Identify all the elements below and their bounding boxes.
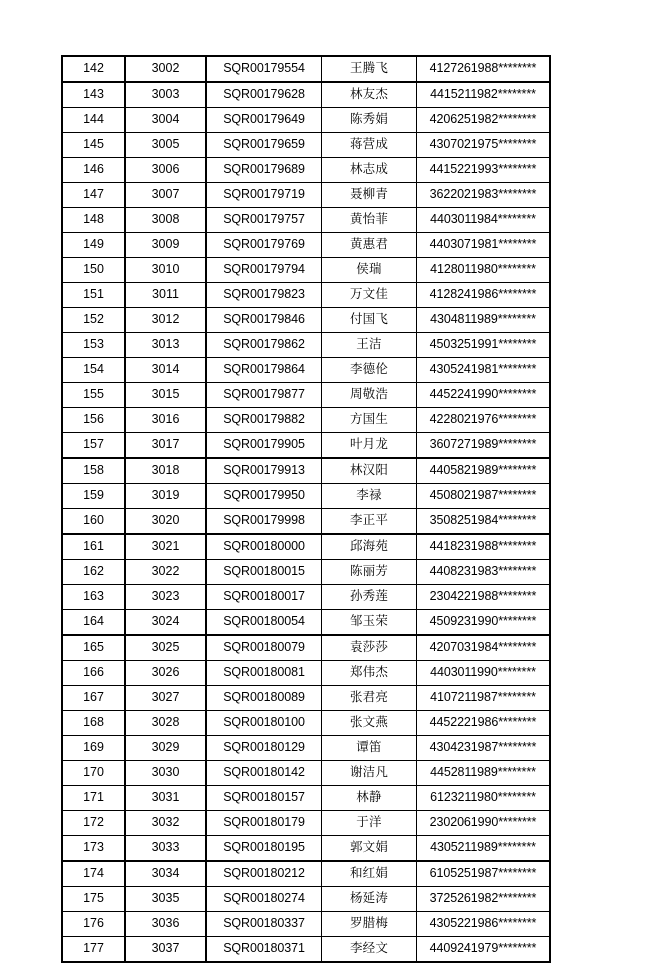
cell-sequence-number: 146 [62, 158, 125, 183]
cell-application-number: SQR00179862 [206, 333, 322, 358]
table-row[interactable] [62, 836, 550, 862]
cell-application-number: SQR00180129 [206, 736, 322, 761]
cell-application-number: SQR00179628 [206, 82, 322, 108]
cell-application-number: SQR00180371 [206, 937, 322, 963]
cell-applicant-name: 聂柳青 [322, 183, 417, 208]
cell-application-number: SQR00180195 [206, 836, 322, 862]
cell-application-number: SQR00179905 [206, 433, 322, 459]
table-row[interactable] [62, 711, 550, 736]
cell-applicant-name: 林志成 [322, 158, 417, 183]
cell-application-number: SQR00179913 [206, 458, 322, 484]
cell-group-code: 3013 [125, 333, 206, 358]
table-row[interactable] [62, 133, 550, 158]
cell-application-number: SQR00179823 [206, 283, 322, 308]
cell-applicant-name: 叶月龙 [322, 433, 417, 459]
cell-sequence-number: 174 [62, 861, 125, 887]
cell-application-number: SQR00180274 [206, 887, 322, 912]
cell-application-number: SQR00179950 [206, 484, 322, 509]
cell-group-code: 3029 [125, 736, 206, 761]
cell-sequence-number: 154 [62, 358, 125, 383]
cell-applicant-name: 和红娟 [322, 861, 417, 887]
cell-masked-id-number: 4305221986******** [417, 912, 551, 937]
cell-group-code: 3006 [125, 158, 206, 183]
table-row[interactable] [62, 433, 550, 459]
cell-group-code: 3028 [125, 711, 206, 736]
cell-applicant-name: 周敬浩 [322, 383, 417, 408]
table-row[interactable] [62, 283, 550, 308]
cell-sequence-number: 144 [62, 108, 125, 133]
cell-applicant-name: 于洋 [322, 811, 417, 836]
table-row[interactable] [62, 383, 550, 408]
cell-group-code: 3008 [125, 208, 206, 233]
cell-masked-id-number: 4307021975******** [417, 133, 551, 158]
cell-group-code: 3035 [125, 887, 206, 912]
cell-applicant-name: 杨延涛 [322, 887, 417, 912]
cell-group-code: 3021 [125, 534, 206, 560]
cell-sequence-number: 175 [62, 887, 125, 912]
cell-masked-id-number: 4206251982******** [417, 108, 551, 133]
cell-group-code: 3014 [125, 358, 206, 383]
cell-sequence-number: 166 [62, 661, 125, 686]
cell-applicant-name: 黄怡菲 [322, 208, 417, 233]
table-row[interactable] [62, 408, 550, 433]
cell-masked-id-number: 4107211987******** [417, 686, 551, 711]
cell-group-code: 3016 [125, 408, 206, 433]
cell-masked-id-number: 4403011990******** [417, 661, 551, 686]
table-row[interactable] [62, 786, 550, 811]
cell-sequence-number: 169 [62, 736, 125, 761]
cell-masked-id-number: 4409241979******** [417, 937, 551, 963]
cell-applicant-name: 方国生 [322, 408, 417, 433]
cell-applicant-name: 侯瑞 [322, 258, 417, 283]
cell-masked-id-number: 4304811989******** [417, 308, 551, 333]
cell-sequence-number: 171 [62, 786, 125, 811]
table-row[interactable] [62, 534, 550, 560]
cell-applicant-name: 郭文娟 [322, 836, 417, 862]
roster-table-body [62, 56, 550, 962]
cell-sequence-number: 149 [62, 233, 125, 258]
cell-sequence-number: 173 [62, 836, 125, 862]
cell-masked-id-number: 4304231987******** [417, 736, 551, 761]
cell-sequence-number: 148 [62, 208, 125, 233]
table-row[interactable] [62, 861, 550, 887]
cell-group-code: 3032 [125, 811, 206, 836]
cell-application-number: SQR00179864 [206, 358, 322, 383]
cell-sequence-number: 151 [62, 283, 125, 308]
cell-masked-id-number: 2304221988******** [417, 585, 551, 610]
cell-masked-id-number: 4508021987******** [417, 484, 551, 509]
table-row[interactable] [62, 509, 550, 535]
cell-group-code: 3033 [125, 836, 206, 862]
cell-masked-id-number: 4415221993******** [417, 158, 551, 183]
cell-application-number: SQR00180337 [206, 912, 322, 937]
cell-masked-id-number: 4305211989******** [417, 836, 551, 862]
cell-applicant-name: 林静 [322, 786, 417, 811]
table-row[interactable] [62, 56, 550, 82]
cell-masked-id-number: 4405821989******** [417, 458, 551, 484]
table-row[interactable] [62, 358, 550, 383]
cell-masked-id-number: 4503251991******** [417, 333, 551, 358]
cell-sequence-number: 153 [62, 333, 125, 358]
cell-applicant-name: 张文燕 [322, 711, 417, 736]
table-row[interactable] [62, 912, 550, 937]
cell-application-number: SQR00179794 [206, 258, 322, 283]
cell-sequence-number: 164 [62, 610, 125, 636]
cell-applicant-name: 王腾飞 [322, 56, 417, 82]
cell-applicant-name: 邱海苑 [322, 534, 417, 560]
cell-application-number: SQR00180100 [206, 711, 322, 736]
cell-applicant-name: 孙秀莲 [322, 585, 417, 610]
cell-masked-id-number: 4415211982******** [417, 82, 551, 108]
cell-application-number: SQR00179998 [206, 509, 322, 535]
cell-applicant-name: 蒋营成 [322, 133, 417, 158]
cell-group-code: 3007 [125, 183, 206, 208]
cell-group-code: 3023 [125, 585, 206, 610]
table-row[interactable] [62, 887, 550, 912]
table-row[interactable] [62, 811, 550, 836]
cell-application-number: SQR00180089 [206, 686, 322, 711]
cell-masked-id-number: 4418231988******** [417, 534, 551, 560]
cell-applicant-name: 罗腊梅 [322, 912, 417, 937]
cell-group-code: 3003 [125, 82, 206, 108]
cell-sequence-number: 158 [62, 458, 125, 484]
cell-applicant-name: 付国飞 [322, 308, 417, 333]
cell-applicant-name: 邹玉荣 [322, 610, 417, 636]
cell-sequence-number: 152 [62, 308, 125, 333]
cell-application-number: SQR00180142 [206, 761, 322, 786]
cell-group-code: 3031 [125, 786, 206, 811]
cell-application-number: SQR00179649 [206, 108, 322, 133]
cell-masked-id-number: 4128011980******** [417, 258, 551, 283]
cell-application-number: SQR00180081 [206, 661, 322, 686]
cell-application-number: SQR00180079 [206, 635, 322, 661]
cell-application-number: SQR00179846 [206, 308, 322, 333]
cell-sequence-number: 157 [62, 433, 125, 459]
cell-group-code: 3012 [125, 308, 206, 333]
table-row[interactable] [62, 333, 550, 358]
cell-sequence-number: 142 [62, 56, 125, 82]
cell-sequence-number: 163 [62, 585, 125, 610]
cell-application-number: SQR00179882 [206, 408, 322, 433]
roster-table [61, 55, 551, 963]
cell-group-code: 3004 [125, 108, 206, 133]
cell-application-number: SQR00180017 [206, 585, 322, 610]
cell-application-number: SQR00179719 [206, 183, 322, 208]
cell-sequence-number: 167 [62, 686, 125, 711]
cell-group-code: 3022 [125, 560, 206, 585]
cell-application-number: SQR00180000 [206, 534, 322, 560]
cell-application-number: SQR00179769 [206, 233, 322, 258]
cell-group-code: 3024 [125, 610, 206, 636]
cell-masked-id-number: 3607271989******** [417, 433, 551, 459]
cell-applicant-name: 谭笛 [322, 736, 417, 761]
cell-applicant-name: 张君亮 [322, 686, 417, 711]
cell-group-code: 3018 [125, 458, 206, 484]
cell-applicant-name: 林友杰 [322, 82, 417, 108]
cell-group-code: 3036 [125, 912, 206, 937]
cell-group-code: 3005 [125, 133, 206, 158]
cell-masked-id-number: 6105251987******** [417, 861, 551, 887]
cell-sequence-number: 172 [62, 811, 125, 836]
cell-applicant-name: 谢洁凡 [322, 761, 417, 786]
cell-group-code: 3009 [125, 233, 206, 258]
cell-group-code: 3017 [125, 433, 206, 459]
cell-group-code: 3011 [125, 283, 206, 308]
table-row[interactable] [62, 158, 550, 183]
table-row[interactable] [62, 258, 550, 283]
cell-sequence-number: 161 [62, 534, 125, 560]
cell-applicant-name: 王洁 [322, 333, 417, 358]
cell-group-code: 3010 [125, 258, 206, 283]
cell-application-number: SQR00180054 [206, 610, 322, 636]
cell-sequence-number: 147 [62, 183, 125, 208]
cell-masked-id-number: 4452241990******** [417, 383, 551, 408]
cell-masked-id-number: 4403071981******** [417, 233, 551, 258]
cell-applicant-name: 陈秀娟 [322, 108, 417, 133]
table-row[interactable] [62, 635, 550, 661]
table-row[interactable] [62, 686, 550, 711]
table-row[interactable] [62, 233, 550, 258]
cell-group-code: 3026 [125, 661, 206, 686]
table-row[interactable] [62, 108, 550, 133]
cell-sequence-number: 156 [62, 408, 125, 433]
cell-group-code: 3015 [125, 383, 206, 408]
cell-application-number: SQR00180015 [206, 560, 322, 585]
table-row[interactable] [62, 484, 550, 509]
table-row[interactable] [62, 308, 550, 333]
table-row[interactable] [62, 761, 550, 786]
cell-masked-id-number: 4127261988******** [417, 56, 551, 82]
table-row[interactable] [62, 560, 550, 585]
cell-group-code: 3019 [125, 484, 206, 509]
cell-group-code: 3020 [125, 509, 206, 535]
cell-applicant-name: 黄惠君 [322, 233, 417, 258]
table-row[interactable] [62, 183, 550, 208]
cell-group-code: 3030 [125, 761, 206, 786]
cell-masked-id-number: 4452811989******** [417, 761, 551, 786]
cell-applicant-name: 李正平 [322, 509, 417, 535]
roster-table-container [61, 55, 537, 963]
cell-applicant-name: 李禄 [322, 484, 417, 509]
cell-sequence-number: 143 [62, 82, 125, 108]
cell-masked-id-number: 4207031984******** [417, 635, 551, 661]
cell-masked-id-number: 4128241986******** [417, 283, 551, 308]
cell-masked-id-number: 4408231983******** [417, 560, 551, 585]
cell-masked-id-number: 4403011984******** [417, 208, 551, 233]
cell-sequence-number: 160 [62, 509, 125, 535]
cell-group-code: 3027 [125, 686, 206, 711]
cell-sequence-number: 162 [62, 560, 125, 585]
cell-masked-id-number: 4305241981******** [417, 358, 551, 383]
cell-applicant-name: 郑伟杰 [322, 661, 417, 686]
cell-masked-id-number: 4228021976******** [417, 408, 551, 433]
cell-application-number: SQR00179757 [206, 208, 322, 233]
cell-group-code: 3002 [125, 56, 206, 82]
cell-sequence-number: 159 [62, 484, 125, 509]
cell-sequence-number: 177 [62, 937, 125, 963]
cell-masked-id-number: 6123211980******** [417, 786, 551, 811]
cell-application-number: SQR00179554 [206, 56, 322, 82]
cell-masked-id-number: 3725261982******** [417, 887, 551, 912]
table-row[interactable] [62, 736, 550, 761]
cell-application-number: SQR00179689 [206, 158, 322, 183]
cell-applicant-name: 李经文 [322, 937, 417, 963]
cell-sequence-number: 145 [62, 133, 125, 158]
cell-masked-id-number: 3622021983******** [417, 183, 551, 208]
cell-group-code: 3034 [125, 861, 206, 887]
cell-sequence-number: 165 [62, 635, 125, 661]
cell-group-code: 3025 [125, 635, 206, 661]
cell-masked-id-number: 4452221986******** [417, 711, 551, 736]
cell-sequence-number: 170 [62, 761, 125, 786]
cell-group-code: 3037 [125, 937, 206, 963]
cell-sequence-number: 168 [62, 711, 125, 736]
cell-masked-id-number: 2302061990******** [417, 811, 551, 836]
cell-application-number: SQR00180157 [206, 786, 322, 811]
cell-application-number: SQR00180212 [206, 861, 322, 887]
cell-applicant-name: 万文佳 [322, 283, 417, 308]
table-row[interactable] [62, 661, 550, 686]
cell-applicant-name: 李德伦 [322, 358, 417, 383]
table-row[interactable] [62, 82, 550, 108]
table-row[interactable] [62, 208, 550, 233]
cell-masked-id-number: 4509231990******** [417, 610, 551, 636]
table-row[interactable] [62, 458, 550, 484]
cell-applicant-name: 林汉阳 [322, 458, 417, 484]
cell-sequence-number: 176 [62, 912, 125, 937]
cell-application-number: SQR00179877 [206, 383, 322, 408]
cell-sequence-number: 155 [62, 383, 125, 408]
cell-application-number: SQR00179659 [206, 133, 322, 158]
table-row[interactable] [62, 610, 550, 636]
cell-applicant-name: 陈丽芳 [322, 560, 417, 585]
table-row[interactable] [62, 585, 550, 610]
cell-applicant-name: 袁莎莎 [322, 635, 417, 661]
cell-masked-id-number: 3508251984******** [417, 509, 551, 535]
cell-sequence-number: 150 [62, 258, 125, 283]
cell-application-number: SQR00180179 [206, 811, 322, 836]
table-row[interactable] [62, 937, 550, 963]
